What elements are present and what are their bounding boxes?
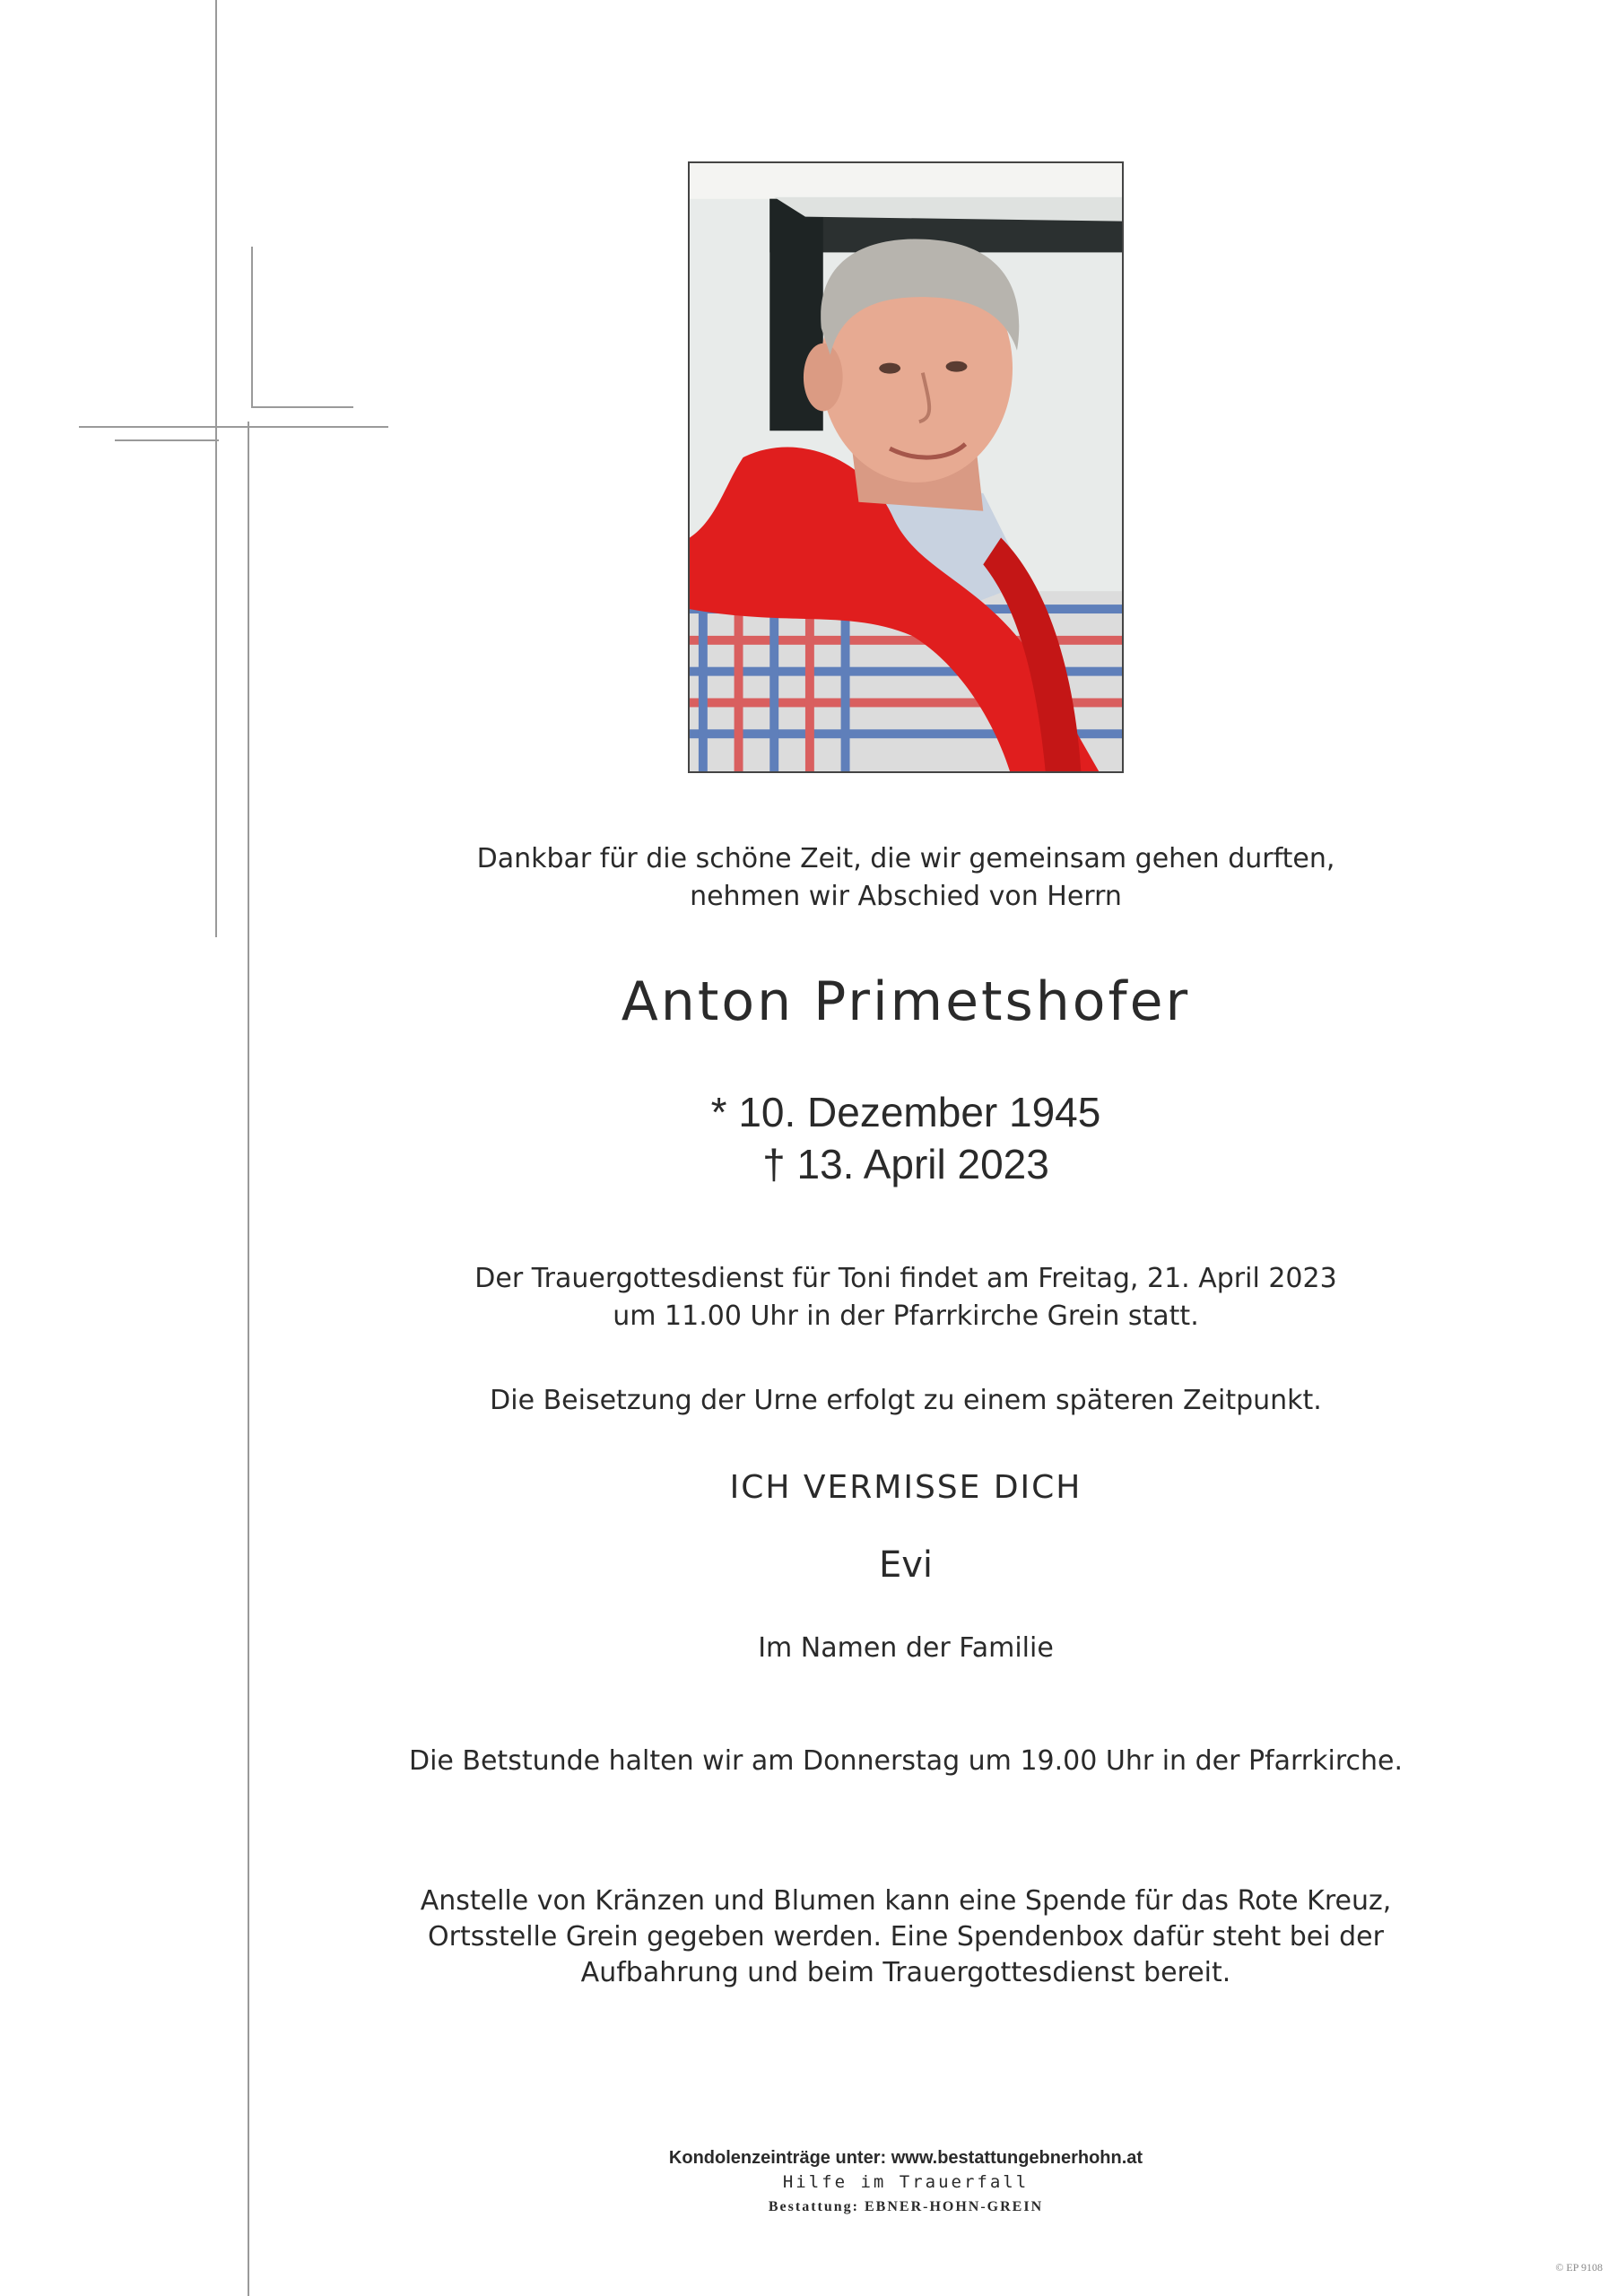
- cross-horizontal-upper: [253, 406, 353, 408]
- portrait-photo: [688, 161, 1124, 773]
- donation-line-3: Aufbahrung und beim Trauergottesdienst bereit.: [580, 1957, 1231, 1988]
- intro-line-2: nehmen wir Abschied von Herrn: [690, 881, 1122, 912]
- cross-vertical-right: [248, 422, 249, 2296]
- help-line: Hilfe im Trauerfall: [782, 2172, 1030, 2192]
- condolence-link[interactable]: Kondolenzeinträge unter: www.bestattungebnerhohn.at: [668, 2148, 1143, 2168]
- cross-vertical-left: [215, 0, 217, 937]
- undertaker-line: Bestattung: EBNER-HOHN-GREIN: [768, 2199, 1044, 2214]
- burial-note: Die Beisetzung der Urne erfolgt zu einem späteren Zeitpunkt.: [490, 1385, 1322, 1416]
- cross-horizontal-lower: [115, 439, 219, 441]
- portrait-illustration: [690, 163, 1122, 771]
- prayer-note: Die Betstunde halten wir am Donnerstag um 19.00 Uhr in der Pfarrkirche.: [408, 1745, 1404, 1777]
- family-note: Im Namen der Familie: [758, 1632, 1054, 1664]
- deceased-name: Anton Primetshofer: [621, 970, 1191, 1033]
- cross-vertical-upper-short: [251, 247, 253, 408]
- farewell-phrase: ICH VERMISSE DICH: [729, 1469, 1082, 1506]
- cross-horizontal-main: [79, 426, 388, 428]
- death-date: † 13. April 2023: [762, 1141, 1049, 1187]
- service-line-2: um 11.00 Uhr in der Pfarrkirche Grein statt.: [613, 1300, 1199, 1332]
- donation-line-1: Anstelle von Kränzen und Blumen kann eine Spende für das Rote Kreuz,: [420, 1885, 1392, 1917]
- signer-name: Evi: [878, 1544, 934, 1586]
- birth-date: * 10. Dezember 1945: [710, 1089, 1101, 1135]
- service-line-1: Der Trauergottesdienst für Toni findet am Freitag, 21. April 2023: [474, 1263, 1337, 1294]
- print-code: © EP 9108: [1555, 2261, 1603, 2274]
- donation-line-2: Ortsstelle Grein gegeben werden. Eine Spendenbox dafür steht bei der: [428, 1921, 1384, 1952]
- intro-line-1: Dankbar für die schöne Zeit, die wir gemeinsam gehen durften,: [476, 843, 1335, 874]
